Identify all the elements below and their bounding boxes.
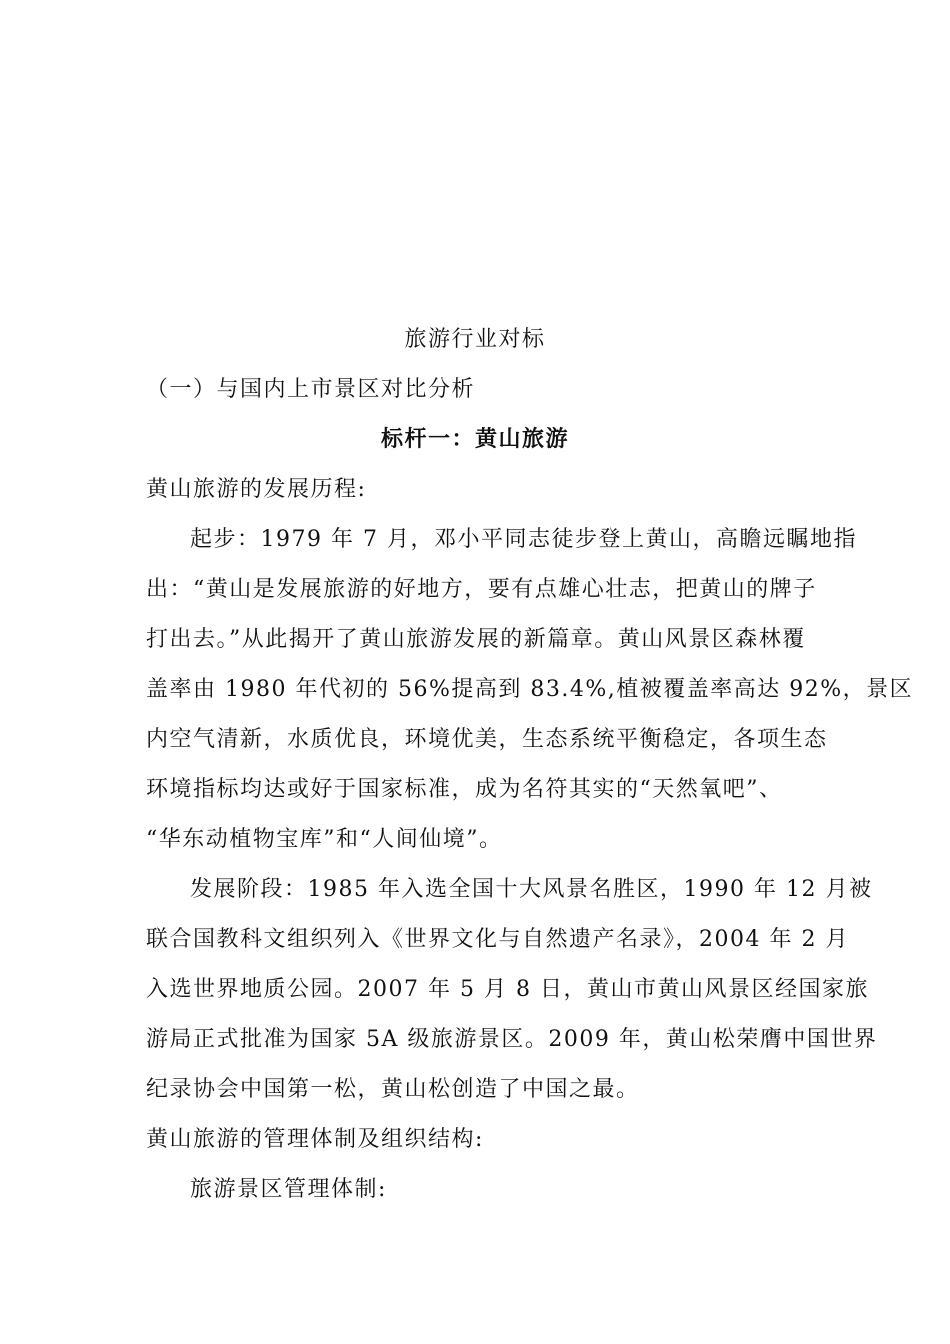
paragraph-line: 内空气清新，水质优良，环境优美，生态系统平衡稳定，各项生态 [146, 727, 828, 752]
section-heading: （一）与国内上市景区对比分析 [146, 377, 476, 402]
doc-title: 旅游行业对标 [404, 327, 546, 352]
paragraph-line: 打出去。”从此揭开了黄山旅游发展的新篇章。黄山风景区森林覆 [146, 627, 806, 652]
management-subheading: 旅游景区管理体制: [190, 1177, 387, 1202]
paragraph-line: 出：“黄山是发展旅游的好地方，要有点雄心壮志，把黄山的牌子 [146, 577, 817, 602]
paragraph-line: 发展阶段：1985 年入选全国十大风景名胜区，1990 年 12 月被 [190, 877, 873, 902]
paragraph-line: 盖率由 1980 年代初的 56%提高到 83.4%,植被覆盖率高达 92%，景区 [146, 677, 914, 702]
paragraph-line: 环境指标均达或好于国家标准，成为名符其实的“天然氧吧”、 [146, 777, 783, 802]
paragraph-line: “华东动植物宝库”和“人间仙境”。 [146, 827, 503, 852]
paragraph-line: 起步：1979 年 7 月，邓小平同志徒步登上黄山，高瞻远瞩地指 [190, 527, 857, 552]
management-heading: 黄山旅游的管理体制及组织结构: [146, 1127, 484, 1152]
paragraph-line: 游局正式批准为国家 5A 级旅游景区。2009 年，黄山松荣膺中国世界 [146, 1027, 878, 1052]
benchmark-title: 标杆一：黄山旅游 [380, 427, 569, 452]
paragraph-line: 入选世界地质公园。2007 年 5 月 8 日，黄山市黄山风景区经国家旅 [146, 977, 869, 1002]
paragraph-line: 纪录协会中国第一松，黄山松创造了中国之最。 [146, 1077, 640, 1102]
history-heading: 黄山旅游的发展历程: [146, 477, 367, 502]
paragraph-line: 联合国教科文组织列入《世界文化与自然遗产名录》，2004 年 2 月 [146, 927, 849, 952]
